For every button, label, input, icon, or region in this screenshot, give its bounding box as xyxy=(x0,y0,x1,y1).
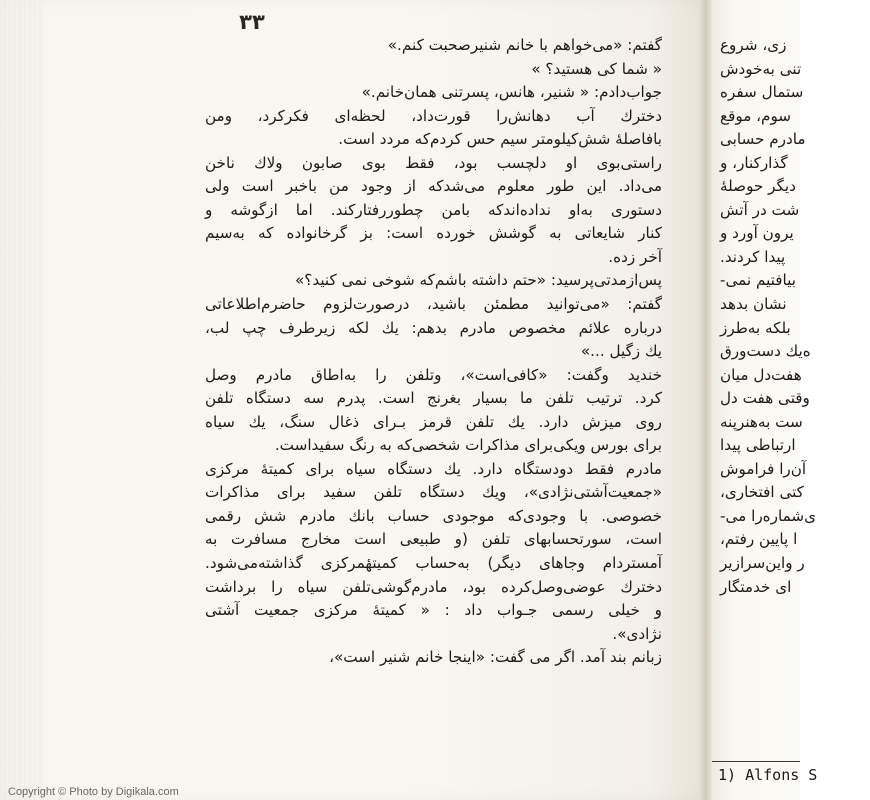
text-line: کرد. ترتیب تلفن ما بسیار بغرنج است. پدرم سه دستگاه تلفن xyxy=(205,389,662,408)
footnote-rule xyxy=(712,761,800,762)
left-page-text xyxy=(205,34,662,670)
text-line: ی‌شماره‌را می- xyxy=(720,506,816,525)
text-line: ا پایین رفتم، xyxy=(720,530,798,549)
text-line: گفتم: «می‌خواهم با خانم شنیرصحبت کنم.» xyxy=(387,36,662,54)
text-line: زی، شروع xyxy=(720,36,787,54)
text-line: نشان بدهد xyxy=(720,295,787,314)
text-line: کتی افتخاری، xyxy=(720,483,804,502)
text-line: مادرم حسابی xyxy=(720,130,806,149)
text-line: ستمال سفره xyxy=(720,83,804,102)
text-line: شت در آتش xyxy=(720,200,800,219)
book-gutter xyxy=(698,0,712,800)
page-edges xyxy=(0,0,44,800)
text-line: « شما کی هستید؟ » xyxy=(531,59,662,78)
text-line: زبانم بند آمد. اگر می گفت: «اینجا خانم شنیر است»، xyxy=(329,648,662,667)
text-line: تنی به‌خودش xyxy=(720,59,802,78)
text-line: هفت‌دل میان xyxy=(720,365,802,384)
text-line: دخترك آب دهانش‌را قورت‌داد، لحظه‌ای فکرکرد، ومن xyxy=(205,106,662,125)
text-line: گذارکنار، و xyxy=(720,153,788,172)
text-line: است، سورتحسابهای تلفن (و طبیعی است مخارج مسافرت به xyxy=(205,530,662,549)
right-page xyxy=(712,0,818,800)
text-line: مادرم فقط دودستگاه دارد. یك دستگاه سیاه برای کمیتهٔ مرکزی xyxy=(205,459,662,478)
text-line: کنار شایعاتی به گوشش خورده است: بز گرخانواده که به‌سیم xyxy=(205,224,662,243)
text-line: آمستردام وجاهای دیگر) به‌حساب کمیتهٔمرکزی گذاشته‌می‌شود. xyxy=(205,554,662,573)
text-line: یك زگیل ...» xyxy=(580,342,662,361)
text-line: سوم، موقع xyxy=(720,106,792,125)
text-line: ای خدمتگار xyxy=(720,577,792,596)
text-line: «جمعیت‌آشتی‌نژادی»، ویك دستگاه تلفن سفید برای مذاکرات xyxy=(205,483,662,502)
text-line: ست به‌هنرپنه xyxy=(720,412,803,431)
text-line: آن‌را فراموش xyxy=(720,459,807,478)
text-line: یرون آورد و xyxy=(720,224,794,243)
text-line: نژادی». xyxy=(612,624,662,643)
text-line: جواب‌دادم: « شنیر، هانس، پسرتنی همان‌خانم.» xyxy=(361,83,662,102)
text-line: دستوری به‌او نداده‌اندکه بامن چطوررفتارکند. اما ازگوشه و xyxy=(205,200,662,219)
text-line: برای بورس ویکی‌برای مذاکرات شخصی‌که به رنگ سفیداست. xyxy=(274,436,662,455)
text-line: بیافتیم نمی- xyxy=(720,271,796,290)
footnote: 1) Alfons S xyxy=(718,766,818,784)
text-line: ه‌یك دست‌ورق xyxy=(720,342,811,361)
text-line: وقتی هفت دل xyxy=(720,389,810,408)
text-line: بلکه به‌طرز xyxy=(720,318,791,337)
text-line: دیگر حوصلهٔ xyxy=(720,177,796,196)
page-number: ۳۳ xyxy=(239,10,265,34)
copyright-watermark: Copyright © Photo by Digikala.com xyxy=(8,786,179,798)
text-line: آخر زده. xyxy=(608,247,662,266)
text-line: می‌داد. این طور معلوم می‌شدکه از وجود من باخبر است ولی xyxy=(205,177,662,196)
text-line: بافاصلهٔ شش‌کیلومتر سیم حس کردم‌که مردد است. xyxy=(338,130,662,149)
text-line: ر واین‌سرازیر xyxy=(720,554,805,573)
text-line: درباره علائم مخصوص مادرم بدهم: یك لکه زیرطرف چپ لب، xyxy=(205,318,662,337)
text-line: خصوصی. با وجودی‌که موجودی حساب بانك مادرم شش رقمی xyxy=(205,506,662,525)
text-line: و خیلی رسمی جـواب داد : « کمیتهٔ مرکزی جمعیت آشتی xyxy=(205,601,662,620)
text-line: راستی‌بوی او دلچسب بود، فقط بوی صابون ولاك ناخن xyxy=(205,153,662,172)
text-line: خندید وگفت: «کافی‌است»، وتلفن را به‌اطاق مادرم وصل xyxy=(205,365,662,384)
text-line: ارتباطی پیدا xyxy=(720,436,796,455)
text-line: پس‌ازمدتی‌پرسید: «حتم داشته باشم‌که شوخی نمی کنید؟» xyxy=(295,271,662,290)
text-line: گفتم: «می‌توانید مطمئن باشید، درصورت‌لزوم حاضرم‌اطلاعاتی xyxy=(205,295,662,314)
text-line: روی میزش دارد. یك تلفن قرمز بـرای ذغال سنگ، یك سیاه xyxy=(205,412,662,431)
text-line: دخترك عوضی‌وصل‌کرده بود، مادرم‌گوشی‌تلفن سیاه را برداشت xyxy=(205,577,662,596)
right-page-text xyxy=(720,34,870,599)
text-line: پیدا کردند. xyxy=(720,247,786,266)
